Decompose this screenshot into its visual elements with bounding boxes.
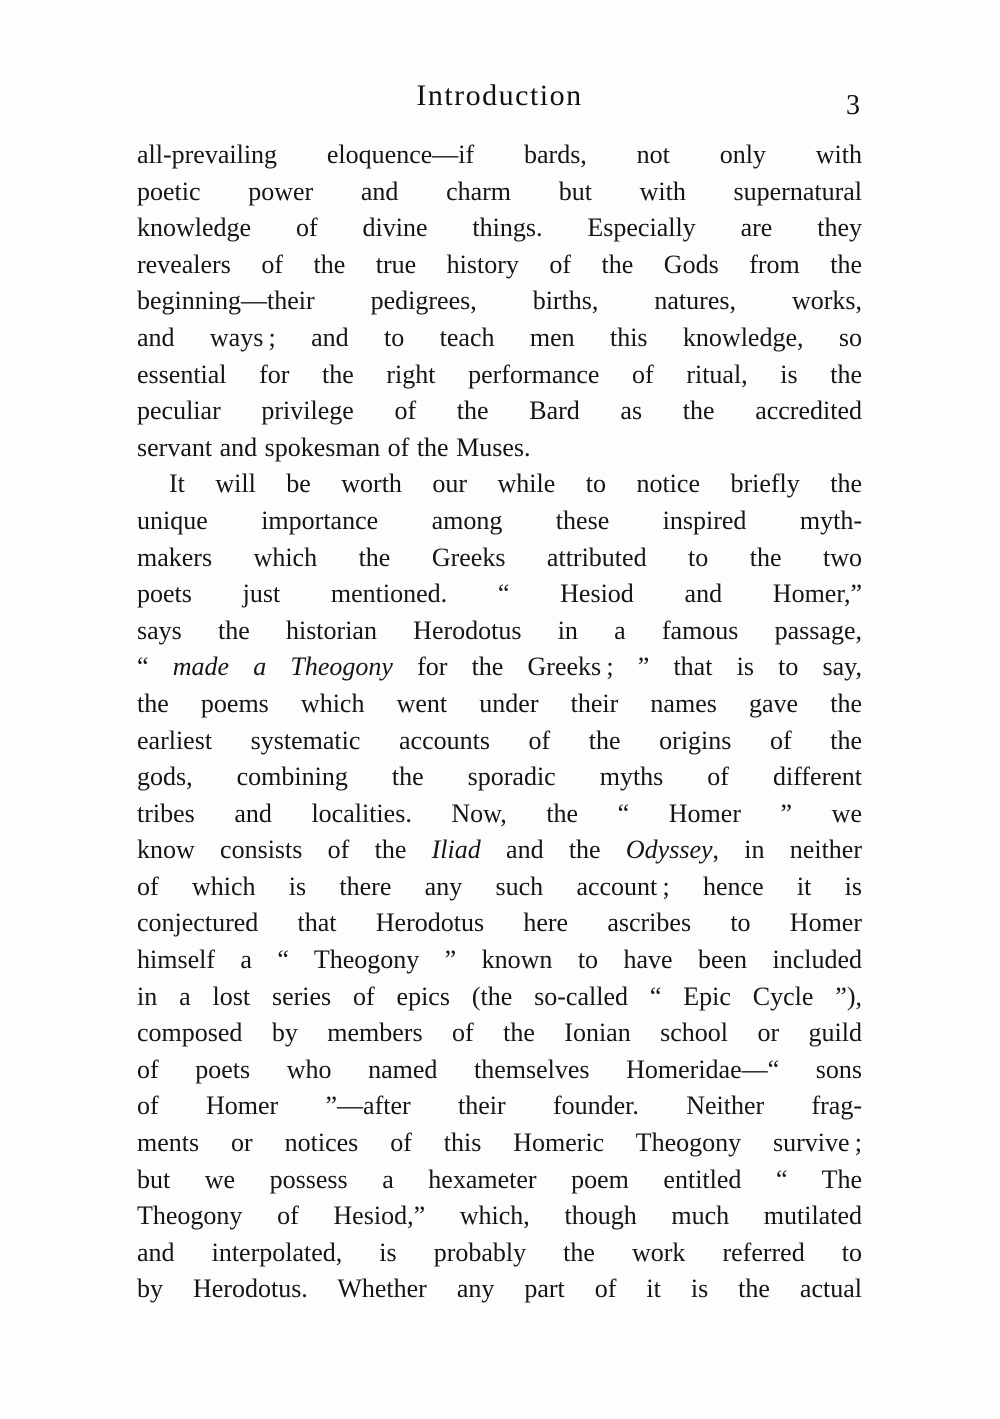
text-line: says the historian Herodotus in a famous passage,	[137, 615, 862, 645]
text-line: beginning—their pedigrees, births, natures, works,	[137, 286, 862, 316]
text-line: the poems which went under their names gave the	[137, 688, 862, 718]
text-line: composed by members of the Ionian school or guild	[137, 1018, 862, 1048]
text-line: all-prevailing eloquence—if bards, not only with	[137, 140, 862, 169]
page-title: Introduction	[416, 79, 583, 112]
text-line: of Homer ”—after their founder. Neither frag-	[137, 1091, 862, 1121]
page-number: 3	[846, 90, 860, 121]
text-line: know consists of the Iliad and the Odyssey, in neither	[137, 835, 862, 865]
text-line: tribes and localities. Now, the “ Homer ” we	[137, 798, 862, 828]
text-line: It will be worth our while to notice briefly the	[169, 469, 862, 499]
text-line: poetic power and charm but with supernatural	[137, 176, 862, 206]
text-line: revealers of the true history of the Gods from the	[137, 249, 862, 279]
text-line: earliest systematic accounts of the origins of the	[137, 725, 862, 755]
text-line: servant and spokesman of the Muses.	[137, 432, 531, 462]
text-line: but we possess a hexameter poem entitled “ The	[137, 1164, 862, 1194]
text-line: gods, combining the sporadic myths of different	[137, 762, 862, 792]
text-lines	[137, 137, 862, 1308]
text-line: in a lost series of epics (the so-called “ Epic Cycle ”),	[137, 981, 862, 1011]
text-line: of which is there any such account ; hence it is	[137, 871, 862, 901]
text-line: peculiar privilege of the Bard as the accredited	[137, 396, 862, 426]
text-line: unique importance among these inspired myth-	[137, 505, 862, 535]
text-line: knowledge of divine things. Especially are they	[137, 213, 862, 243]
text-line: by Herodotus. Whether any part of it is the actual	[137, 1274, 862, 1304]
text-line: ments or notices of this Homeric Theogony survive ;	[137, 1128, 862, 1158]
text-line: conjectured that Herodotus here ascribes to Homer	[137, 908, 862, 938]
text-line: himself a “ Theogony ” known to have been included	[137, 945, 862, 975]
text-line: makers which the Greeks attributed to the two	[137, 542, 862, 572]
text-line: Theogony of Hesiod,” which, though much mutilated	[137, 1201, 862, 1231]
text-line: “ made a Theogony for the Greeks ; ” that is to say,	[137, 652, 862, 682]
text-line: essential for the right performance of ritual, is the	[137, 359, 862, 389]
text-line: and ways ; and to teach men this knowledge, so	[137, 322, 862, 352]
text-line: and interpolated, is probably the work referred to	[137, 1237, 862, 1267]
text-line: poets just mentioned. “ Hesiod and Homer,”	[137, 579, 862, 609]
text-line: of poets who named themselves Homeridae—“ sons	[137, 1054, 862, 1084]
